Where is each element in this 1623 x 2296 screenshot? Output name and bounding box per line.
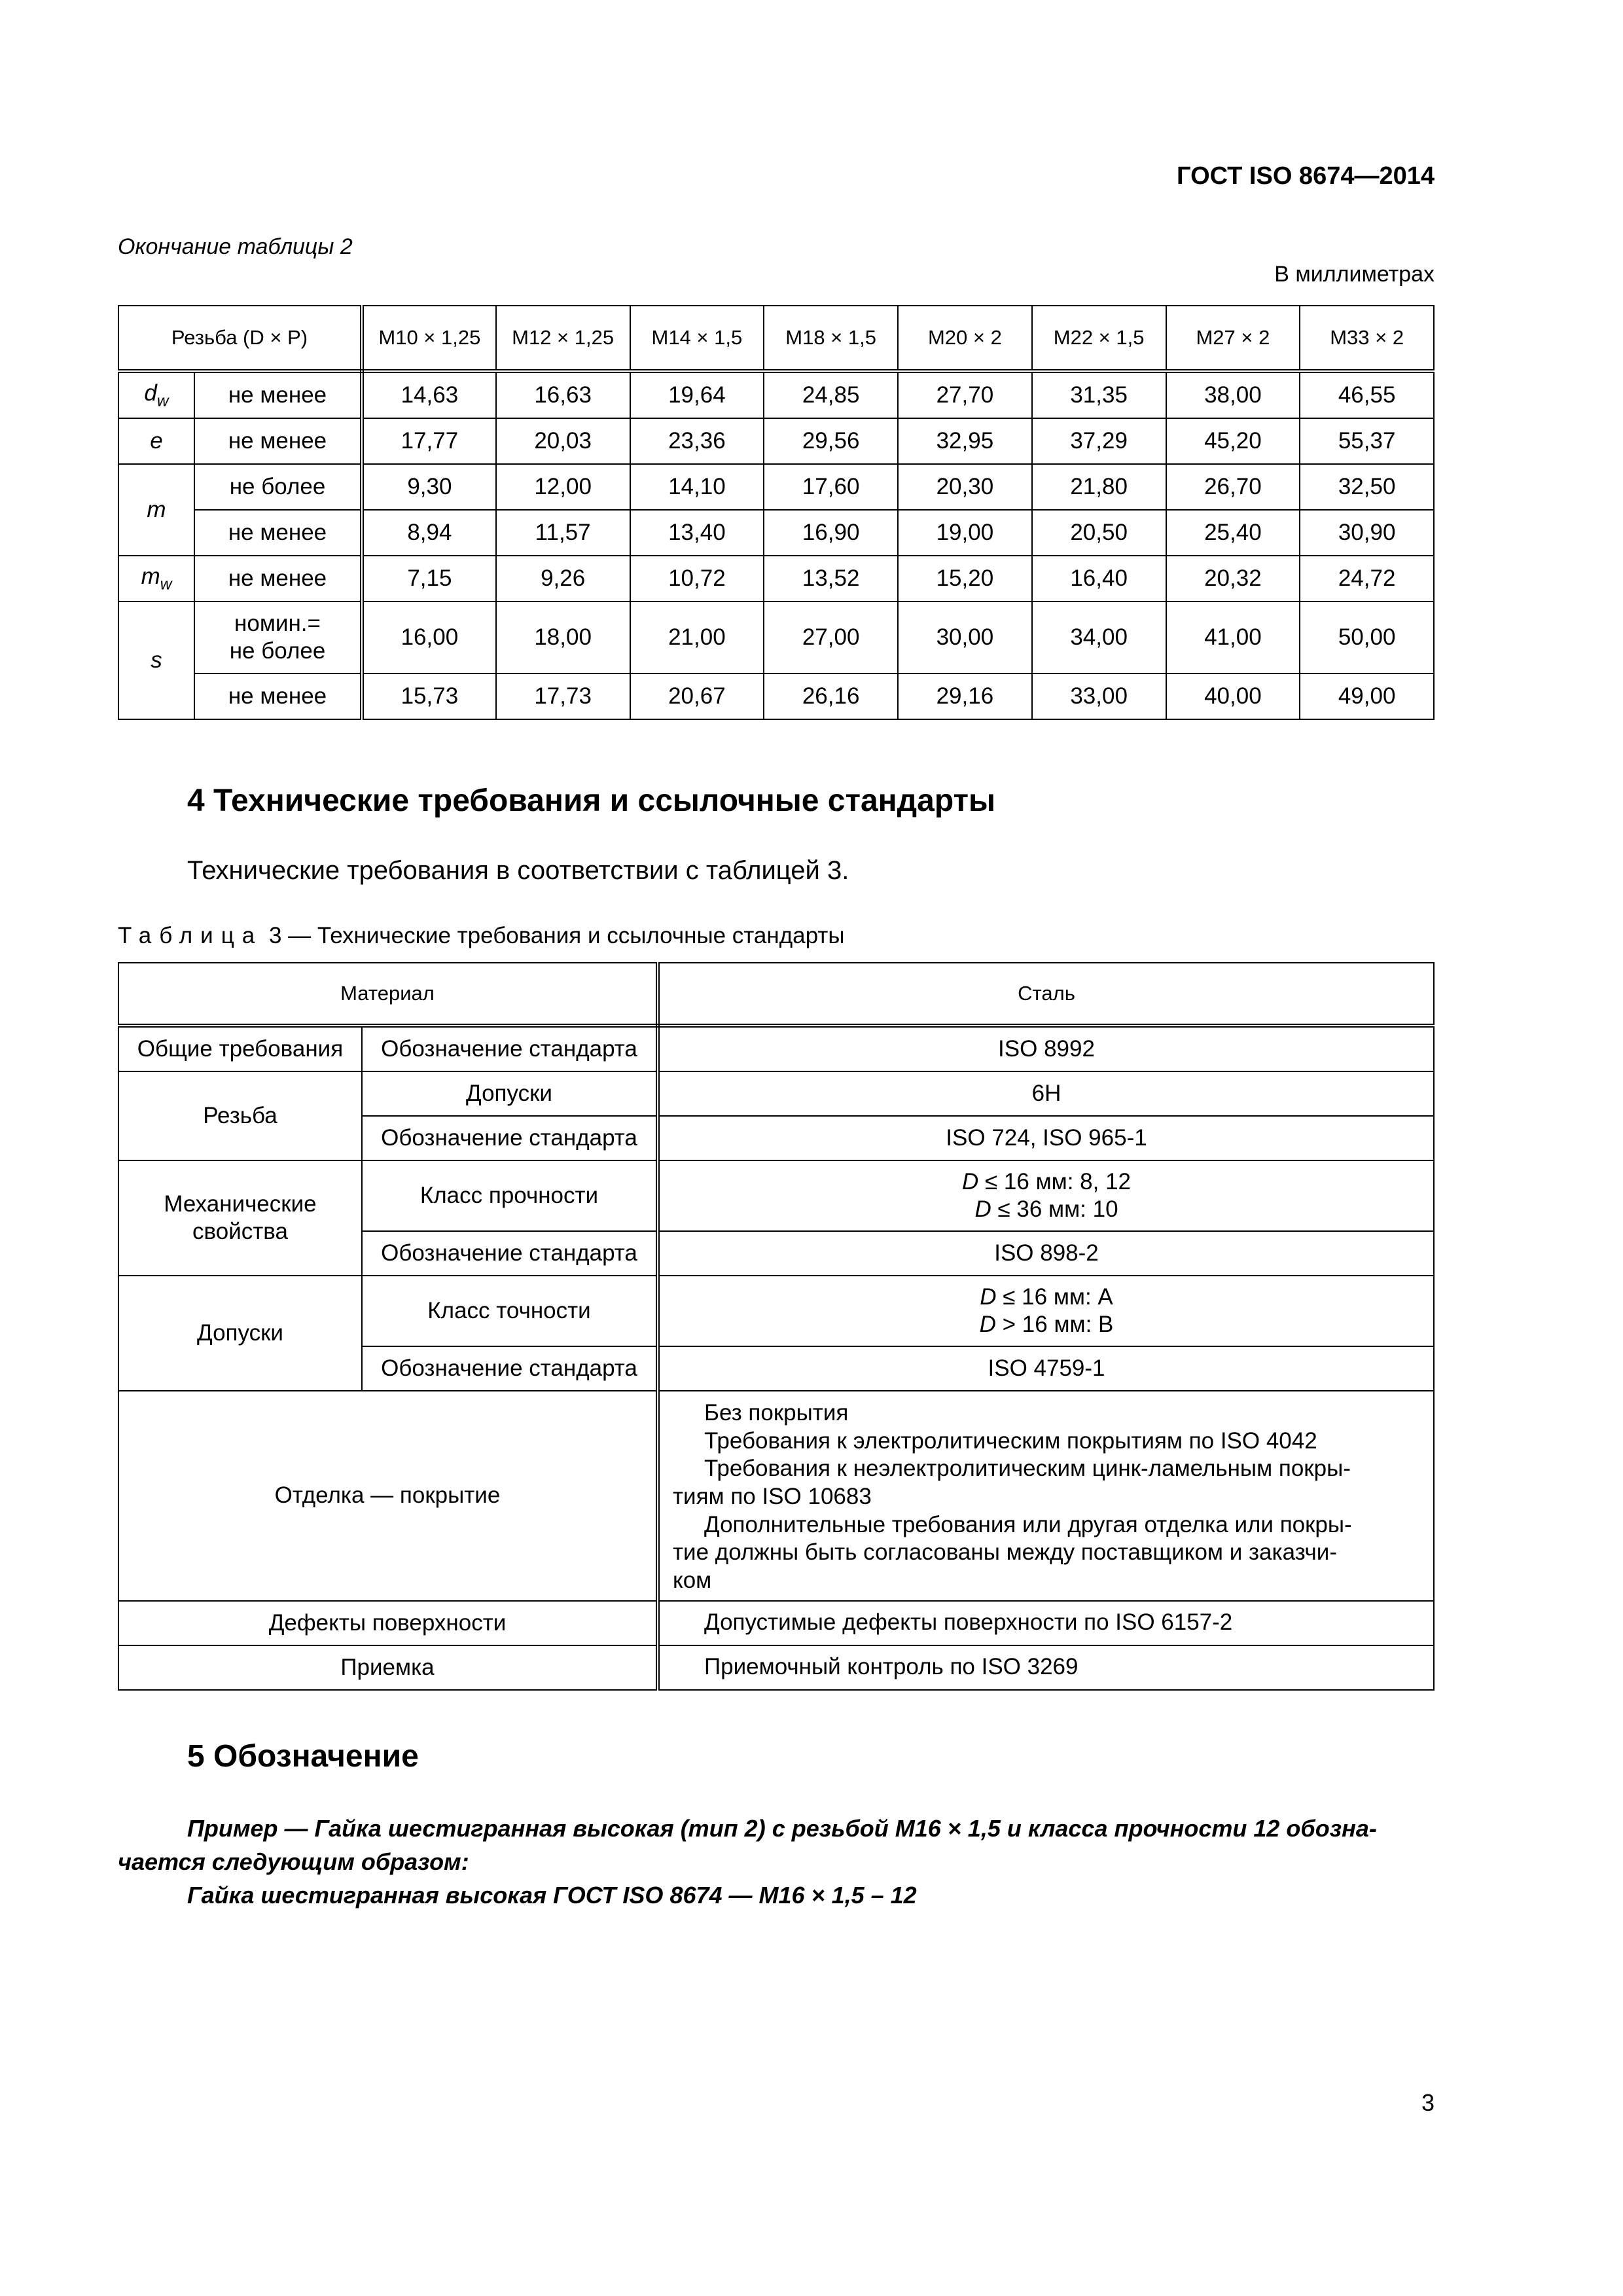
value-cell: 34,00 (1032, 601, 1166, 673)
value-cell: 11,57 (496, 510, 630, 556)
value-cell: 17,73 (496, 673, 630, 719)
row-sublabel: Класс прочности (362, 1160, 658, 1231)
thread-header-cell (118, 306, 362, 371)
value-cell: 9,30 (362, 464, 496, 510)
table-row (118, 510, 1434, 556)
value-cell: 20,03 (496, 418, 630, 464)
row-sublabel: Допуски (362, 1071, 658, 1116)
value-cell: 12,00 (496, 464, 630, 510)
value-cell: 29,16 (898, 673, 1032, 719)
row-sublabel: Обозначение стандарта (362, 1026, 658, 1071)
table-row (118, 1645, 1434, 1690)
thread-header: Резьба (D × P) (171, 326, 308, 350)
value-cell: 24,72 (1300, 556, 1434, 601)
value-cell: 19,64 (630, 371, 764, 418)
dimension-symbol-e: e (118, 418, 194, 464)
value-cell: 16,00 (362, 601, 496, 673)
finish-options: Без покрытия Требования к электролитическим покрытиям по ISO 4042 Требования к неэлектролитическим цинк-ламельным покры- тиям по ISO 10683 Дополнительные требования или другая отделка или покры- тие должны быть согласованы между поставщиком и заказчи- ком (658, 1391, 1434, 1601)
dimension-symbol-m: m (118, 464, 194, 556)
table2-header-row (118, 306, 1434, 371)
value-cell: 9,26 (496, 556, 630, 601)
value-cell: 16,40 (1032, 556, 1166, 601)
row-label: Допуски (118, 1276, 362, 1391)
table-row (118, 1391, 1434, 1601)
row-sublabel: Обозначение стандарта (362, 1231, 658, 1276)
value-cell: 30,90 (1300, 510, 1434, 556)
table2-units: В миллиметрах (1274, 262, 1435, 287)
value-cell: D ≤ 16 мм: A D > 16 мм: B (658, 1276, 1434, 1346)
size-header: M12 × 1,25 (496, 306, 630, 371)
value-cell: 23,36 (630, 418, 764, 464)
document-id: ГОСТ ISO 8674—2014 (1177, 162, 1435, 190)
value-cell: 38,00 (1166, 371, 1300, 418)
value-cell: 31,35 (1032, 371, 1166, 418)
value-cell: ISO 724, ISO 965-1 (658, 1116, 1434, 1160)
material-header: Материал (118, 963, 658, 1026)
table-row (118, 1071, 1434, 1116)
row-sublabel: Класс точности (362, 1276, 658, 1346)
value-cell: ISO 898-2 (658, 1231, 1434, 1276)
limit-label: не менее (194, 371, 362, 418)
value-cell: 7,15 (362, 556, 496, 601)
section4-text: Технические требования в соответствии с таблицей 3. (187, 856, 849, 885)
table-row (118, 1601, 1434, 1645)
row-label: Общие требования (118, 1026, 362, 1071)
value-cell: 24,85 (764, 371, 898, 418)
designation-example (118, 1812, 1435, 1912)
limit-label: не менее (194, 418, 362, 464)
value-cell: 20,30 (898, 464, 1032, 510)
value-cell: 55,37 (1300, 418, 1434, 464)
value-cell: 15,20 (898, 556, 1032, 601)
value-cell: 26,70 (1166, 464, 1300, 510)
dimension-symbol-mw: $m_w$ (118, 556, 194, 601)
page-number: 3 (1421, 2089, 1435, 2116)
section5-heading: 5 Обозначение (187, 1739, 419, 1774)
steel-header: Сталь (658, 963, 1434, 1026)
section4-heading: 4 Технические требования и ссылочные стандарты (187, 783, 996, 818)
example-line: Пример — Гайка шестигранная высокая (тип 2) с резьбой M16 × 1,5 и класса прочности 12 обозна- (187, 1815, 1377, 1842)
value-cell: 17,60 (764, 464, 898, 510)
value-cell: 20,67 (630, 673, 764, 719)
table-row (118, 464, 1434, 510)
value-cell: 50,00 (1300, 601, 1434, 673)
value-cell: Допустимые дефекты поверхности по ISO 6157-2 (658, 1601, 1434, 1645)
row-label: Механические свойства (118, 1160, 362, 1276)
value-cell: 14,63 (362, 371, 496, 418)
value-cell: 49,00 (1300, 673, 1434, 719)
limit-label: не менее (194, 510, 362, 556)
table-row (118, 418, 1434, 464)
table3-header-row (118, 963, 1434, 1026)
table-row (118, 556, 1434, 601)
value-cell: 21,00 (630, 601, 764, 673)
value-cell: 27,70 (898, 371, 1032, 418)
example-line: чается следующим образом: (118, 1848, 469, 1876)
value-cell: Приемочный контроль по ISO 3269 (658, 1645, 1434, 1690)
value-cell: 20,50 (1032, 510, 1166, 556)
value-cell: 16,63 (496, 371, 630, 418)
table-row (118, 1026, 1434, 1071)
size-header: M33 × 2 (1300, 306, 1434, 371)
limit-label: не более (194, 464, 362, 510)
value-cell: 46,55 (1300, 371, 1434, 418)
value-cell: 29,56 (764, 418, 898, 464)
size-header: M18 × 1,5 (764, 306, 898, 371)
row-label: Приемка (118, 1645, 658, 1690)
value-cell: 41,00 (1166, 601, 1300, 673)
table-row (118, 1276, 1434, 1346)
value-cell: 26,16 (764, 673, 898, 719)
size-header: M14 × 1,5 (630, 306, 764, 371)
value-cell: 32,50 (1300, 464, 1434, 510)
value-cell: 8,94 (362, 510, 496, 556)
value-cell: 25,40 (1166, 510, 1300, 556)
value-cell: 10,72 (630, 556, 764, 601)
table2 (118, 305, 1435, 720)
row-label: Отделка — покрытие (118, 1391, 658, 1601)
size-header: M20 × 2 (898, 306, 1032, 371)
value-cell: 32,95 (898, 418, 1032, 464)
value-cell: 20,32 (1166, 556, 1300, 601)
limit-label: не менее (194, 673, 362, 719)
value-cell: 19,00 (898, 510, 1032, 556)
row-sublabel: Обозначение стандарта (362, 1116, 658, 1160)
table2-caption: Окончание таблицы 2 (118, 234, 353, 259)
value-cell: 13,40 (630, 510, 764, 556)
value-cell: 33,00 (1032, 673, 1166, 719)
table-row (118, 371, 1434, 418)
table3-caption: Таблица 3 — Технические требования и ссылочные стандарты (118, 923, 845, 948)
size-header: M22 × 1,5 (1032, 306, 1166, 371)
size-header: M10 × 1,25 (362, 306, 496, 371)
limit-label: не менее (194, 556, 362, 601)
limit-label: номин.= не более (194, 601, 362, 673)
value-cell: 27,00 (764, 601, 898, 673)
dimension-symbol-s: s (118, 601, 194, 719)
value-cell: 15,73 (362, 673, 496, 719)
value-cell: ISO 4759-1 (658, 1346, 1434, 1391)
row-label: Резьба (118, 1071, 362, 1160)
value-cell: 45,20 (1166, 418, 1300, 464)
row-sublabel: Обозначение стандарта (362, 1346, 658, 1391)
value-cell: D ≤ 16 мм: 8, 12 D ≤ 36 мм: 10 (658, 1160, 1434, 1231)
row-label: Дефекты поверхности (118, 1601, 658, 1645)
dimension-symbol-dw: $d_w$ (118, 371, 194, 418)
value-cell: ISO 8992 (658, 1026, 1434, 1071)
example-line: Гайка шестигранная высокая ГОСТ ISO 8674 — M16 × 1,5 – 12 (187, 1882, 917, 1909)
value-cell: 18,00 (496, 601, 630, 673)
value-cell: 13,52 (764, 556, 898, 601)
value-cell: 17,77 (362, 418, 496, 464)
table-row (118, 601, 1434, 673)
size-header: M27 × 2 (1166, 306, 1300, 371)
value-cell: 16,90 (764, 510, 898, 556)
value-cell: 30,00 (898, 601, 1032, 673)
table-row (118, 673, 1434, 719)
value-cell: 6H (658, 1071, 1434, 1116)
value-cell: 21,80 (1032, 464, 1166, 510)
value-cell: 40,00 (1166, 673, 1300, 719)
value-cell: 14,10 (630, 464, 764, 510)
table3 (118, 962, 1435, 1691)
value-cell: 37,29 (1032, 418, 1166, 464)
table-row (118, 1160, 1434, 1231)
